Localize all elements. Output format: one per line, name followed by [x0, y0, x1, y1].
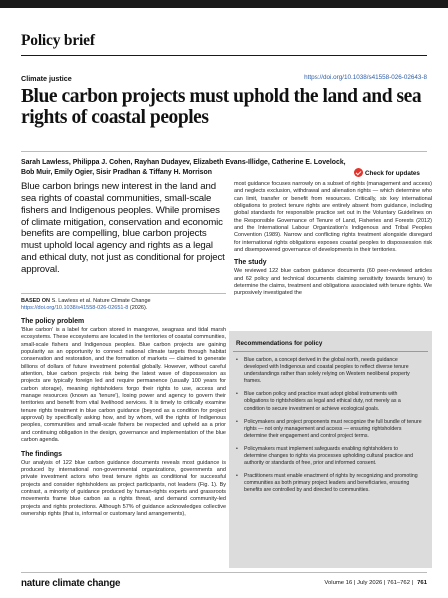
findings-continued-text: most guidance focuses narrowly on a subset of rights (management and access) and neglects exclusion, withdrawal and alienation rights — which determine who can limit, transfer or benefit from resources. Critically, six key international obligations to protect tenure rights are entirely absent from guidance, including global standards for responsible practice set out in the Voluntary Guidelines on the Responsible Governance of Tenure of Land, Fisheries and Forests (2012) and the International Labour Organization's Indigenous and Tribal Peoples Convention (1989). Narrow and conflicting rights treatment alongside disregard for international rights obligations exposes coastal peoples to dispossession risk and disempowered governance of developments in their territories.: [234, 181, 432, 254]
policy-problem-text: 'Blue carbon' is a label for carbon stored in mangrove, seagrass and tidal marsh ecosystems. These ecosystems are located in the territories of coastal communities, small-scale fishers and Indigenous peoples. Blue carbon projects are gaining popularity as an opportunity to connect national climate targets through habitat conservation and restoration, and the formation of markets — claimed to generate billions of dollars of future investment potential globally. However, without careful attention, blue carbon projects risk being the latest wave of dispossession as projects are typically foreign led and require permanence (usually 100 years for carbon storage), meaning rightsholders forgo their rights to use, access and manage resources (known as 'tenure'), losing power and agency to govern their territories and benefit from vital livelihood services. It is timely to critically examine tenure rights treatment in blue carbon guidance (beyond as a condition for project approval) by specifically asking how, and by whom, will the rights of Indigenous peoples, communities and small-scale fishers be respected and upheld as a prior and continuing obligation in the design, governance and implementation of the blue carbon agenda.: [21, 327, 227, 444]
citation-suffix: (2026).: [129, 305, 148, 312]
page-number: 761: [417, 580, 427, 586]
lead-paragraph: Blue carbon brings new interest in the land and sea rights of coastal communities, small-scale fishers and Indigenous peoples. While promises of climate mitigation, conservation and economic benefits are compelling, blue carbon projects must uphold local agency and rights as a legal and ethical duty, not just as conditional for project approval.: [21, 181, 225, 275]
right-column: [234, 181, 432, 298]
recommendations-rule: [233, 351, 428, 352]
issue-info: [324, 580, 427, 586]
citation: [21, 298, 226, 313]
citation-link[interactable]: https://doi.org/10.1038/s41558-026-02651-8: [21, 305, 129, 312]
category-label: Climate justice: [21, 74, 72, 83]
section-label: Policy brief: [21, 32, 95, 49]
title-rule: [21, 151, 427, 152]
header-rule: [21, 55, 427, 56]
journal-name: nature climate change: [21, 578, 121, 589]
recommendation-item: • Blue carbon policy and practice must adopt global instruments with obligations to rightsholders as legal and ethical duty, not merely as a condition to secure investment or achieve ecological goals.: [236, 391, 422, 412]
check-updates-label: Check for updates: [365, 170, 420, 177]
heading-findings: The findings: [21, 450, 62, 458]
citation-rule: [21, 293, 226, 294]
recommendation-item: • Policymakers and project proponents must recognize the full bundle of tenure rights — not only management and access — ensuring rightsholders determine their engagement and control project terms.: [236, 419, 422, 440]
heading-policy-problem: The policy problem: [21, 318, 85, 325]
recommendations-list: [236, 357, 422, 495]
study-text: We reviewed 122 blue carbon guidance documents (60 peer-reviewed articles and 62 policy and technical documents claiming sensitivity towards tenure) to determine the claims, treatment and obligations associated with tenure rights. We purposively investigated the: [234, 268, 432, 297]
article-title: Blue carbon projects must uphold the land and sea rights of coastal peoples: [21, 86, 422, 128]
citation-text: S. Lawless et al. Nature Climate Change: [51, 298, 151, 304]
author-list: Sarah Lawless, Philippa J. Cohen, Rayhan Dudayev, Elizabeth Evans-Illidge, Catherine E. Lovelock, Bob Muir, Emily Ogier, Sisir Pradhan & Tiffany H. Morrison: [21, 159, 346, 176]
check-updates-button[interactable]: [354, 168, 420, 177]
recommendation-item: • Policymakers must implement safeguards enabling rightsholders to determine changes to rights via processes upholding cultural practice and authority or standards of free, prior and informed consent.: [236, 446, 422, 467]
citation-prefix: BASED ON: [21, 298, 51, 304]
issue-text: Volume 16 | July 2026 | 761–762 |: [324, 580, 414, 586]
header-bar: [0, 0, 448, 8]
heading-study: The study: [234, 259, 267, 267]
footer-rule: [21, 572, 427, 573]
doi-link[interactable]: https://doi.org/10.1038/s41558-026-02643-8: [304, 74, 427, 81]
check-icon: [354, 168, 363, 177]
findings-text: Our analysis of 122 blue carbon guidance documents reveals most guidance is produced by international non-governmental organizations, governments and private investment actors who treat tenure rights as conditional for successful projects and consider rightsholders as project participants, not leaders (Fig. 1). By contrast, a minority of guidance produced by human-rights experts and grassroots movements frame blue carbon as a rights threat, and demand community-led projects and rights protections. Although 57% of guidance acknowledges collective ownership rights (that is, informal or customary land arrangements),: [21, 459, 226, 517]
recommendation-item: • Practitioners must enable enactment of rights by recognizing and promoting communities as both primary project leaders and beneficiaries, ensuring benefits are controlled by and directed to communities.: [236, 473, 422, 494]
recommendations-title: Recommendations for policy: [236, 340, 323, 347]
left-column: [21, 318, 226, 518]
recommendation-item: • Blue carbon, a concept derived in the global north, needs guidance developed with Indigenous and coastal peoples to reflect diverse tenure understandings rather than solely relying on Western neoliberal property frames.: [236, 357, 422, 385]
